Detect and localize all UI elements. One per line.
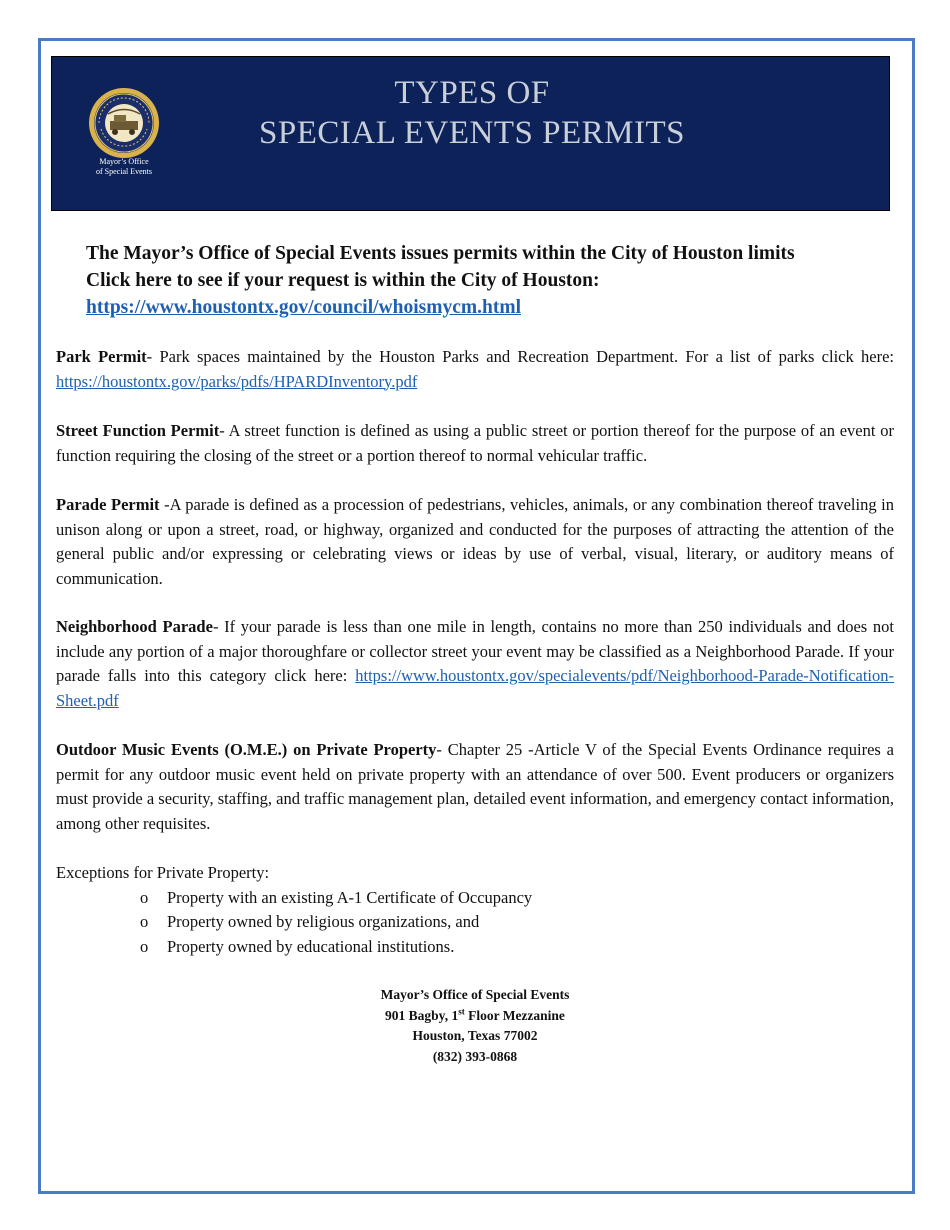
list-item: o Property with an existing A-1 Certificate of Occupancy xyxy=(140,886,894,911)
exceptions-heading: Exceptions for Private Property: xyxy=(56,863,270,882)
council-lookup-link[interactable]: https://www.houstontx.gov/council/whoismycm.html xyxy=(86,297,521,318)
parade-permit-section xyxy=(56,493,894,591)
park-permit-text: - Park spaces maintained by the Houston Parks and Recreation Department. For a list of parks click here: xyxy=(146,347,895,366)
neighborhood-parade-title: Neighborhood Parade xyxy=(56,617,213,636)
city-seal-icon xyxy=(88,87,160,159)
list-item: o Property owned by educational institutions. xyxy=(140,935,894,960)
page-title-line1: TYPES OF xyxy=(394,75,550,111)
footer-city: Houston, Texas 77002 xyxy=(412,1028,538,1043)
footer-office: Mayor’s Office of Special Events xyxy=(380,987,570,1002)
header-banner xyxy=(51,56,890,211)
intro-line1: The Mayor’s Office of Special Events issues permits within the City of Houston limits xyxy=(86,243,795,264)
seal-caption-line1: Mayor’s Office xyxy=(99,157,149,166)
park-permit-section xyxy=(56,345,894,394)
footer-address xyxy=(240,1006,710,1027)
page-title-line2: SPECIAL EVENTS PERMITS xyxy=(259,115,685,151)
neighborhood-parade-section xyxy=(56,615,894,713)
footer-address-post: Floor Mezzanine xyxy=(464,1007,565,1023)
intro-block xyxy=(86,240,906,321)
footer-address-sup: st xyxy=(458,1006,465,1016)
outdoor-music-section xyxy=(56,738,894,836)
street-function-section xyxy=(56,419,894,468)
neighborhood-parade-text: - If your parade is less than one mile in length, contains no more than 250 individuals and does not include any portion of a major thoroughfare or collector street your event may be classified as a Neighborhood Parade. If your parade falls into this category click here: xyxy=(56,617,894,685)
exceptions-list xyxy=(56,886,894,960)
list-item: o Property owned by religious organizations, and xyxy=(140,910,894,935)
footer-phone: (832) 393-0868 xyxy=(432,1048,518,1064)
outdoor-music-text: - Chapter 25 -Article V of the Special Events Ordinance requires a permit for any outdoor music event held on private property with an attendance of over 500. Event producers or organizers must provide a security, staffing, and traffic management plan, detailed event information, and emergency contact information, among other requisites. xyxy=(56,740,895,833)
exceptions-section xyxy=(56,861,894,959)
seal-caption xyxy=(74,157,174,177)
park-inventory-link[interactable]: https://houstontx.gov/parks/pdfs/HPARDInventory.pdf xyxy=(56,371,418,391)
footer-address-pre: 901 Bagby, 1 xyxy=(385,1007,459,1023)
street-function-title: Street Function Permit xyxy=(56,421,220,440)
parade-permit-text: -A parade is defined as a procession of pedestrians, vehicles, animals, or any combination thereof traveling in unison along or upon a street, road, or highway, organized and conducted for the purposes of attracting the attention of the general public and/or expressing or celebrating views or ideas by use of verbal, visual, literary, or auditory means of communication. xyxy=(56,495,895,588)
neighborhood-parade-link[interactable]: https://www.houstontx.gov/specialevents/pdf/Neighborhood-Parade-Notification-Sheet.pdf xyxy=(56,666,894,710)
street-function-text: - A street function is defined as using a public street or portion thereof for the purpose of an event or function requiring the closing of the street or a portion thereof to normal vehicular traffic. xyxy=(56,421,894,465)
outdoor-music-title: Outdoor Music Events (O.M.E.) on Private Property xyxy=(56,740,437,759)
park-permit-title: Park Permit xyxy=(56,347,147,366)
parade-permit-title: Parade Permit xyxy=(56,495,160,514)
contact-footer xyxy=(240,985,710,1067)
page-title xyxy=(172,73,772,153)
seal-caption-line2: of Special Events xyxy=(96,167,152,176)
intro-line2: Click here to see if your request is within the City of Houston: xyxy=(86,270,600,291)
